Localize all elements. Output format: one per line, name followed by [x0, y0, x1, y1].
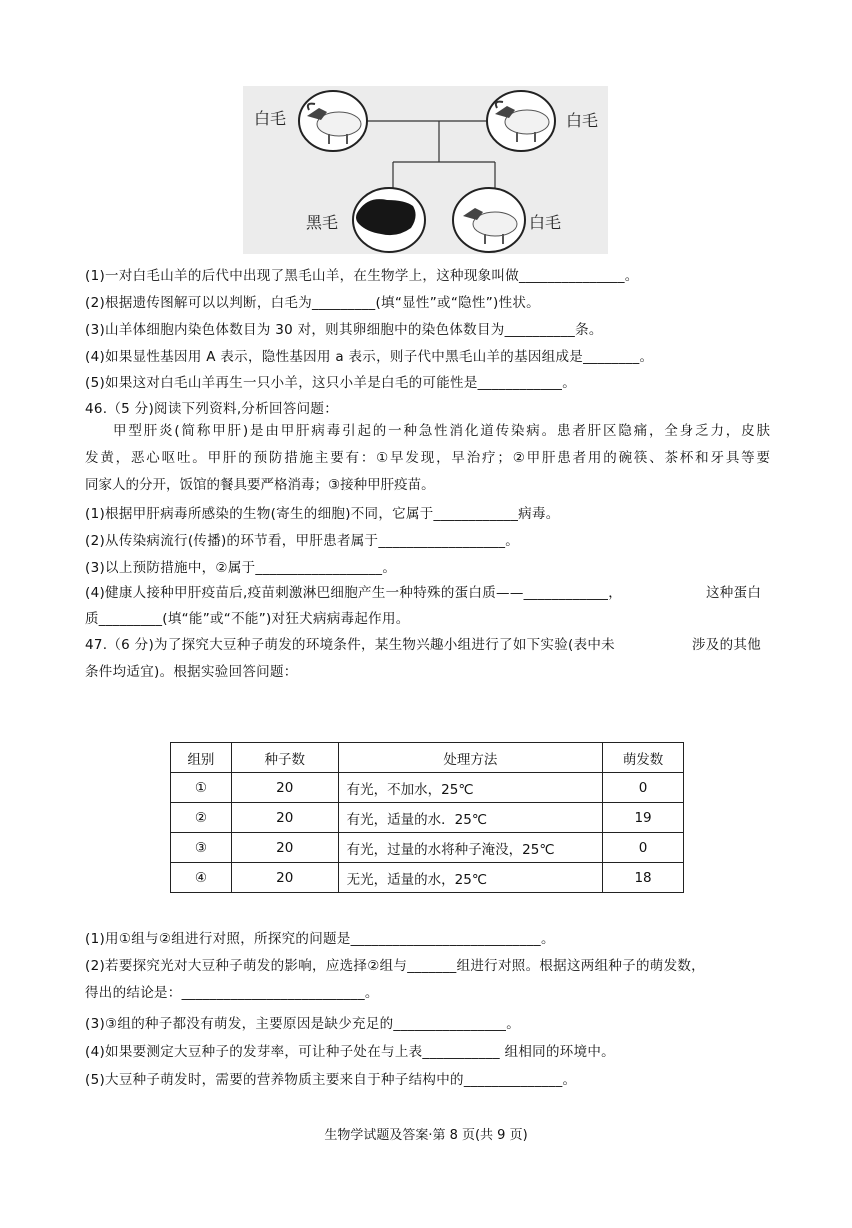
label-parent-left: 白毛 — [254, 109, 287, 128]
label-child-right: 白毛 — [529, 213, 562, 232]
q46-heading: 46.（5 分)阅读下列资料,分析回答问题： — [85, 401, 339, 417]
label-parent-right: 白毛 — [566, 111, 599, 130]
q45-subquestion-2: (2)根据遗传图解可以以判断，白毛为_________(填“显性”或“隐性”)性状。 — [85, 295, 540, 311]
q46-subquestion-2: (2)从传染病流行(传播)的环节看，甲肝患者属于__________________。 — [85, 533, 520, 549]
q46-passage — [85, 418, 770, 499]
q47-subquestion-4: (4)如果要测定大豆种子的发芽率，可让种子处在与上表___________ 组相同的环境中。 — [85, 1044, 615, 1060]
q46-passage-line-3: 同家人的分开，饭馆的餐具要严格消毒；③接种甲肝疫苗。 — [85, 477, 435, 493]
q45-subquestion-5: (5)如果这对白毛山羊再生一只小羊，这只小羊是白毛的可能性是____________。 — [85, 375, 577, 391]
black-goat-offspring — [353, 188, 425, 252]
label-child-left: 黑毛 — [306, 213, 339, 232]
cell-group: ③ — [171, 833, 232, 863]
cell-germination-count: 0 — [603, 833, 684, 863]
q47-subquestion-2: (2)若要探究光对大豆种子萌发的影响，应选择②组与_______组进行对照。根据这两组种子的萌发数， — [85, 958, 705, 974]
experiment-table — [170, 742, 684, 893]
q46-subquestion-4: (4)健康人接种甲肝疫苗后,疫苗刺激淋巴细胞产生一种特殊的蛋白质——____________， — [85, 585, 623, 601]
header-seed-count: 种子数 — [231, 743, 338, 773]
q45-subquestion-3: (3)山羊体细胞内染色体数目为 30 对，则其卵细胞中的染色体数目为__________条。 — [85, 322, 603, 338]
table-header-row — [171, 743, 684, 773]
page-footer: 生物学试题及答案·第 8 页(共 9 页) — [324, 1128, 528, 1143]
header-treatment: 处理方法 — [338, 743, 602, 773]
q47-heading: 47.（6 分)为了探究大豆种子萌发的环境条件，某生物兴趣小组进行了如下实验(表中未 — [85, 637, 615, 653]
q47-subquestion-2-line-2: 得出的结论是：__________________________。 — [85, 985, 379, 1001]
cell-seed-count: 20 — [231, 863, 338, 893]
white-goat-parent-left — [299, 91, 367, 151]
cell-seed-count: 20 — [231, 833, 338, 863]
cell-group: ① — [171, 773, 232, 803]
q47-subquestion-1: (1)用①组与②组进行对照，所探究的问题是___________________________。 — [85, 931, 555, 947]
q47-subquestion-5: (5)大豆种子萌发时，需要的营养物质主要来自于种子结构中的______________。 — [85, 1072, 577, 1088]
table-row — [171, 773, 684, 803]
table-row — [171, 833, 684, 863]
header-group: 组别 — [171, 743, 232, 773]
cell-germination-count: 0 — [603, 773, 684, 803]
cell-treatment: 有光，适量的水．25℃ — [338, 803, 602, 833]
q46-passage-line-1: 甲型肝炎(简称甲肝)是由甲肝病毒引起的一种急性消化道传染病。患者肝区隐痛，全身乏力，皮肤 — [113, 423, 770, 439]
q47-heading-tail: 涉及的其他 — [692, 637, 761, 653]
cell-seed-count: 20 — [231, 773, 338, 803]
cell-seed-count: 20 — [231, 803, 338, 833]
cell-germination-count: 19 — [603, 803, 684, 833]
header-germination-count: 萌发数 — [603, 743, 684, 773]
q45-subquestion-4: (4)如果显性基因用 A 表示，隐性基因用 a 表示，则子代中黑毛山羊的基因组成是________。 — [85, 349, 654, 365]
q46-subquestion-4-tail: 这种蛋白 — [706, 585, 762, 601]
q47-heading-line-2: 条件均适宜)。根据实验回答问题： — [85, 664, 298, 680]
q47-subquestion-3: (3)③组的种子都没有萌发，主要原因是缺少充足的________________。 — [85, 1016, 521, 1032]
q46-passage-line-2: 发黄，恶心呕吐。甲肝的预防措施主要有：①早发现，早治疗；②甲肝患者用的碗筷、茶杯和牙具等要 — [85, 450, 770, 466]
q45-subquestion-1: (1)一对白毛山羊的后代中出现了黑毛山羊，在生物学上，这种现象叫做_______________。 — [85, 268, 639, 284]
q46-subquestion-3: (3)以上预防措施中，②属于__________________。 — [85, 560, 397, 576]
table-row — [171, 803, 684, 833]
white-goat-parent-right — [487, 91, 555, 151]
white-goat-offspring — [453, 188, 525, 252]
cell-germination-count: 18 — [603, 863, 684, 893]
cell-group: ④ — [171, 863, 232, 893]
q46-subquestion-4-line-2: 质_________(填“能”或“不能”)对狂犬病病毒起作用。 — [85, 611, 410, 627]
q46-subquestion-1: (1)根据甲肝病毒所感染的生物(寄生的细胞)不同，它属于____________病毒。 — [85, 506, 560, 522]
table-row — [171, 863, 684, 893]
cell-treatment: 有光，不加水，25℃ — [338, 773, 602, 803]
genetics-diagram — [243, 86, 608, 254]
cell-treatment: 有光，过量的水将种子淹没，25℃ — [338, 833, 602, 863]
cell-group: ② — [171, 803, 232, 833]
cell-treatment: 无光，适量的水，25℃ — [338, 863, 602, 893]
